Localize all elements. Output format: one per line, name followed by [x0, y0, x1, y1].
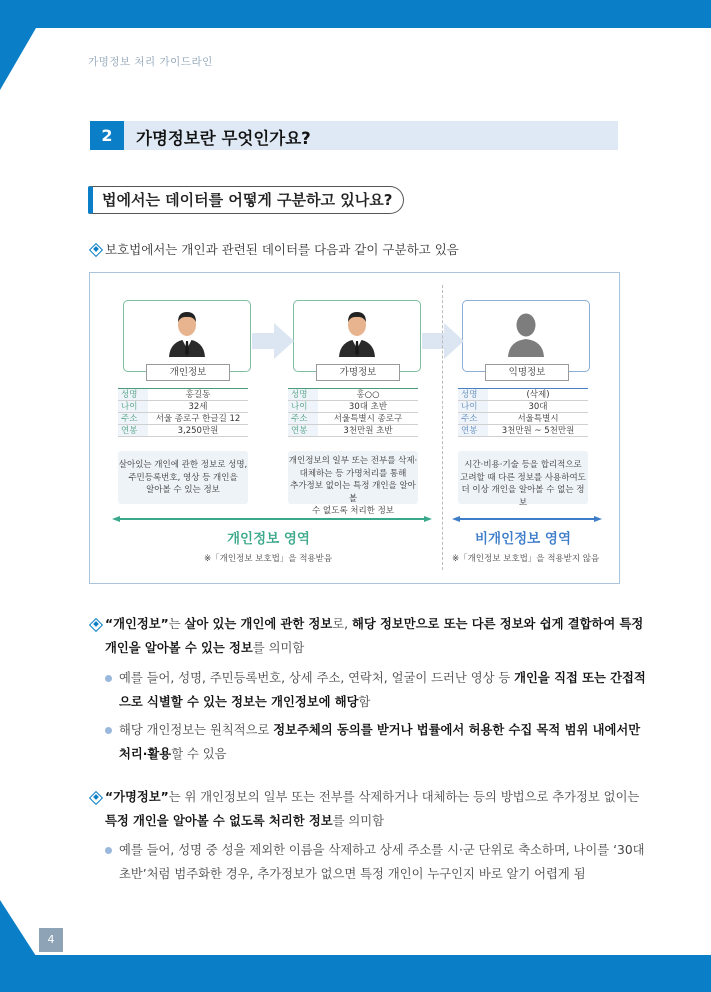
field-value: 서울특별시: [517, 414, 559, 424]
subsection-title: 법에서는 데이터를 어떻게 구분하고 있나요?: [102, 191, 393, 209]
card-label: 익명정보: [485, 364, 569, 381]
emphasis-text: “개인정보”: [105, 617, 169, 631]
info-table-pseudonymous: [288, 388, 418, 437]
section-title: 가명정보란 무엇인가요?: [136, 129, 311, 148]
info-row: [118, 401, 248, 413]
bullet-dot-icon: [105, 727, 112, 734]
card-label: 가명정보: [316, 364, 400, 381]
paragraph-line: [90, 612, 643, 636]
card-personal-info: [123, 300, 251, 378]
body-text: 를 의미함: [332, 814, 385, 828]
data-classification-diagram: [89, 272, 620, 584]
info-table-personal: [118, 388, 248, 437]
field-name: 나이: [458, 401, 488, 412]
running-header: 가명정보 처리 가이드라인: [88, 56, 213, 68]
info-row: [288, 425, 418, 437]
card-anonymous-info: [462, 300, 590, 378]
field-name: 나이: [288, 401, 318, 412]
field-name: 연봉: [118, 425, 148, 436]
info-row: [458, 425, 588, 437]
card-label: 개인정보: [146, 364, 230, 381]
body-text: 할 수 있음: [171, 747, 227, 761]
person-silhouette-icon: [506, 305, 546, 357]
person-photo-icon: [167, 305, 207, 357]
body-text: 를 의미함: [252, 641, 305, 655]
body-text: 함: [358, 695, 371, 709]
description-line: 수 없도록 처리한 정보: [311, 506, 394, 516]
field-name: 나이: [118, 401, 148, 412]
field-value: 32세: [188, 402, 208, 412]
double-arrow-icon: [452, 516, 602, 522]
zone-title-personal: 개인정보 영역: [227, 531, 310, 547]
field-value: 홍길동: [185, 390, 211, 400]
body-text: 예를 들어, 성명 중 성을 제외한 이름을 삭제하고 상세 주소를 시·군 단위로 축소하며, 나이를 ‘30대: [119, 843, 645, 857]
field-name: 주소: [118, 413, 148, 424]
intro-text: 보호법에서는 개인과 관련된 데이터를 다음과 같이 구분하고 있음: [105, 242, 459, 257]
field-name: 연봉: [288, 425, 318, 436]
emphasis-text: 개인을 알아볼 수 있는 정보: [105, 641, 253, 655]
section-number: 2: [90, 121, 124, 150]
bullet-dot-icon: [105, 675, 112, 682]
diamond-bullet-icon: [90, 792, 101, 803]
body-text: 로,: [332, 617, 352, 631]
emphasis-text: 개인을 직접 또는 간접적: [514, 671, 646, 685]
description-line: 알아볼 수 있는 정보: [146, 485, 220, 495]
description-pseudonymous: [288, 451, 418, 516]
description-line: 고려할 때 다른 정보를 사용하여도: [460, 472, 586, 483]
person-photo-icon: [337, 305, 377, 357]
field-name: 성명: [458, 389, 488, 400]
emphasis-text: 처리·활용: [119, 747, 172, 761]
body-text: 해당 개인정보는 원칙적으로: [119, 723, 274, 737]
info-row: [458, 389, 588, 401]
info-row: [458, 413, 588, 425]
bullet-item: [105, 838, 645, 886]
paragraph-line: [90, 636, 643, 660]
info-row: [118, 389, 248, 401]
zone-divider: [442, 285, 443, 570]
emphasis-text: 정보주체의 동의를 받거나 법률에서 허용한 수집 목적 범위 내에서만: [273, 723, 641, 737]
body-text: 는 위 개인정보의 일부 또는 전부를 삭제하거나 대체하는 등의 방법으로 추가정보 없이는: [168, 790, 640, 804]
emphasis-text: 살아 있는 개인에 관한 정보: [184, 617, 333, 631]
field-value: 30대: [528, 402, 548, 412]
top-corner-decoration: [0, 28, 36, 90]
description-line: 추가정보 없이는 특정 개인을 알아볼: [290, 481, 416, 504]
field-value: 서울 종로구 한글길 12: [155, 414, 241, 424]
diamond-bullet-icon: [90, 619, 101, 630]
description-line: 시간·비용·기술 등을 합리적으로: [464, 460, 582, 470]
field-name: 주소: [458, 413, 488, 424]
description-line: 살아있는 개인에 관한 정보로 성명,: [118, 460, 248, 470]
bottom-banner: [0, 955, 711, 992]
bottom-corner-decoration: [0, 900, 36, 956]
zone-title-non-personal: 비개인정보 영역: [475, 531, 571, 547]
field-value: (삭제): [526, 390, 550, 400]
field-value: 홍○○: [356, 390, 380, 400]
field-name: 연봉: [458, 425, 488, 436]
chevron-right-icon: [422, 321, 464, 361]
description-line: 대체하는 등 가명처리를 통해: [299, 468, 407, 479]
top-banner: [0, 0, 711, 28]
intro-line: [90, 240, 459, 258]
description-personal: [118, 451, 248, 504]
paragraph-line: [90, 785, 639, 809]
paragraph-personal-info: [90, 612, 643, 660]
body-text: 는: [168, 617, 185, 631]
zone-note-personal: ※「개인정보 보호법」을 적용받음: [204, 554, 333, 564]
bullet-item: [105, 718, 640, 766]
field-value: 3천만원 초반: [343, 426, 393, 436]
info-row: [118, 413, 248, 425]
description-line: 더 이상 개인을 알아볼 수 없는 정보: [461, 485, 585, 508]
field-value: 3,250만원: [177, 426, 219, 436]
emphasis-text: 해당 정보만으로 또는 다른 정보와 쉽게 결합하여 특정: [351, 617, 644, 631]
field-name: 주소: [288, 413, 318, 424]
info-table-anonymous: [458, 388, 588, 437]
card-pseudonymous-info: [293, 300, 421, 378]
info-row: [118, 425, 248, 437]
double-arrow-icon: [112, 516, 432, 522]
info-row: [288, 401, 418, 413]
bullet-dot-icon: [105, 847, 112, 854]
chevron-right-icon: [252, 321, 294, 361]
bullet-item: [105, 666, 646, 714]
info-row: [288, 389, 418, 401]
description-line: 주민등록번호, 영상 등 개인을: [128, 472, 238, 483]
paragraph-pseudonymous-info: [90, 785, 639, 833]
emphasis-text: 특정 개인을 알아볼 수 없도록 처리한 정보: [105, 814, 333, 828]
field-value: 30대 초반: [348, 402, 388, 412]
body-text: 초반’처럼 범주화한 경우, 추가정보가 없으면 특정 개인이 누구인지 바로 알기 어렵게 됨: [119, 867, 586, 881]
page-number: 4: [39, 928, 63, 952]
body-text: 예를 들어, 성명, 주민등록번호, 상세 주소, 연락처, 얼굴이 드러난 영상 등: [119, 671, 515, 685]
field-value: 서울특별시 종로구: [333, 414, 403, 424]
zone-note-non-personal: ※「개인정보 보호법」을 적용받지 않음: [452, 554, 600, 564]
description-anonymous: [458, 451, 588, 508]
info-row: [458, 401, 588, 413]
field-name: 성명: [288, 389, 318, 400]
diamond-bullet-icon: [90, 244, 101, 255]
emphasis-text: 으로 식별할 수 있는 정보는 개인정보에 해당: [119, 695, 359, 709]
info-row: [288, 413, 418, 425]
field-value: 3천만원 ~ 5천만원: [501, 426, 575, 436]
description-line: 개인정보의 일부 또는 전부를 삭제·: [288, 456, 418, 466]
paragraph-line: [90, 809, 639, 833]
emphasis-text: “가명정보”: [105, 790, 169, 804]
field-name: 성명: [118, 389, 148, 400]
